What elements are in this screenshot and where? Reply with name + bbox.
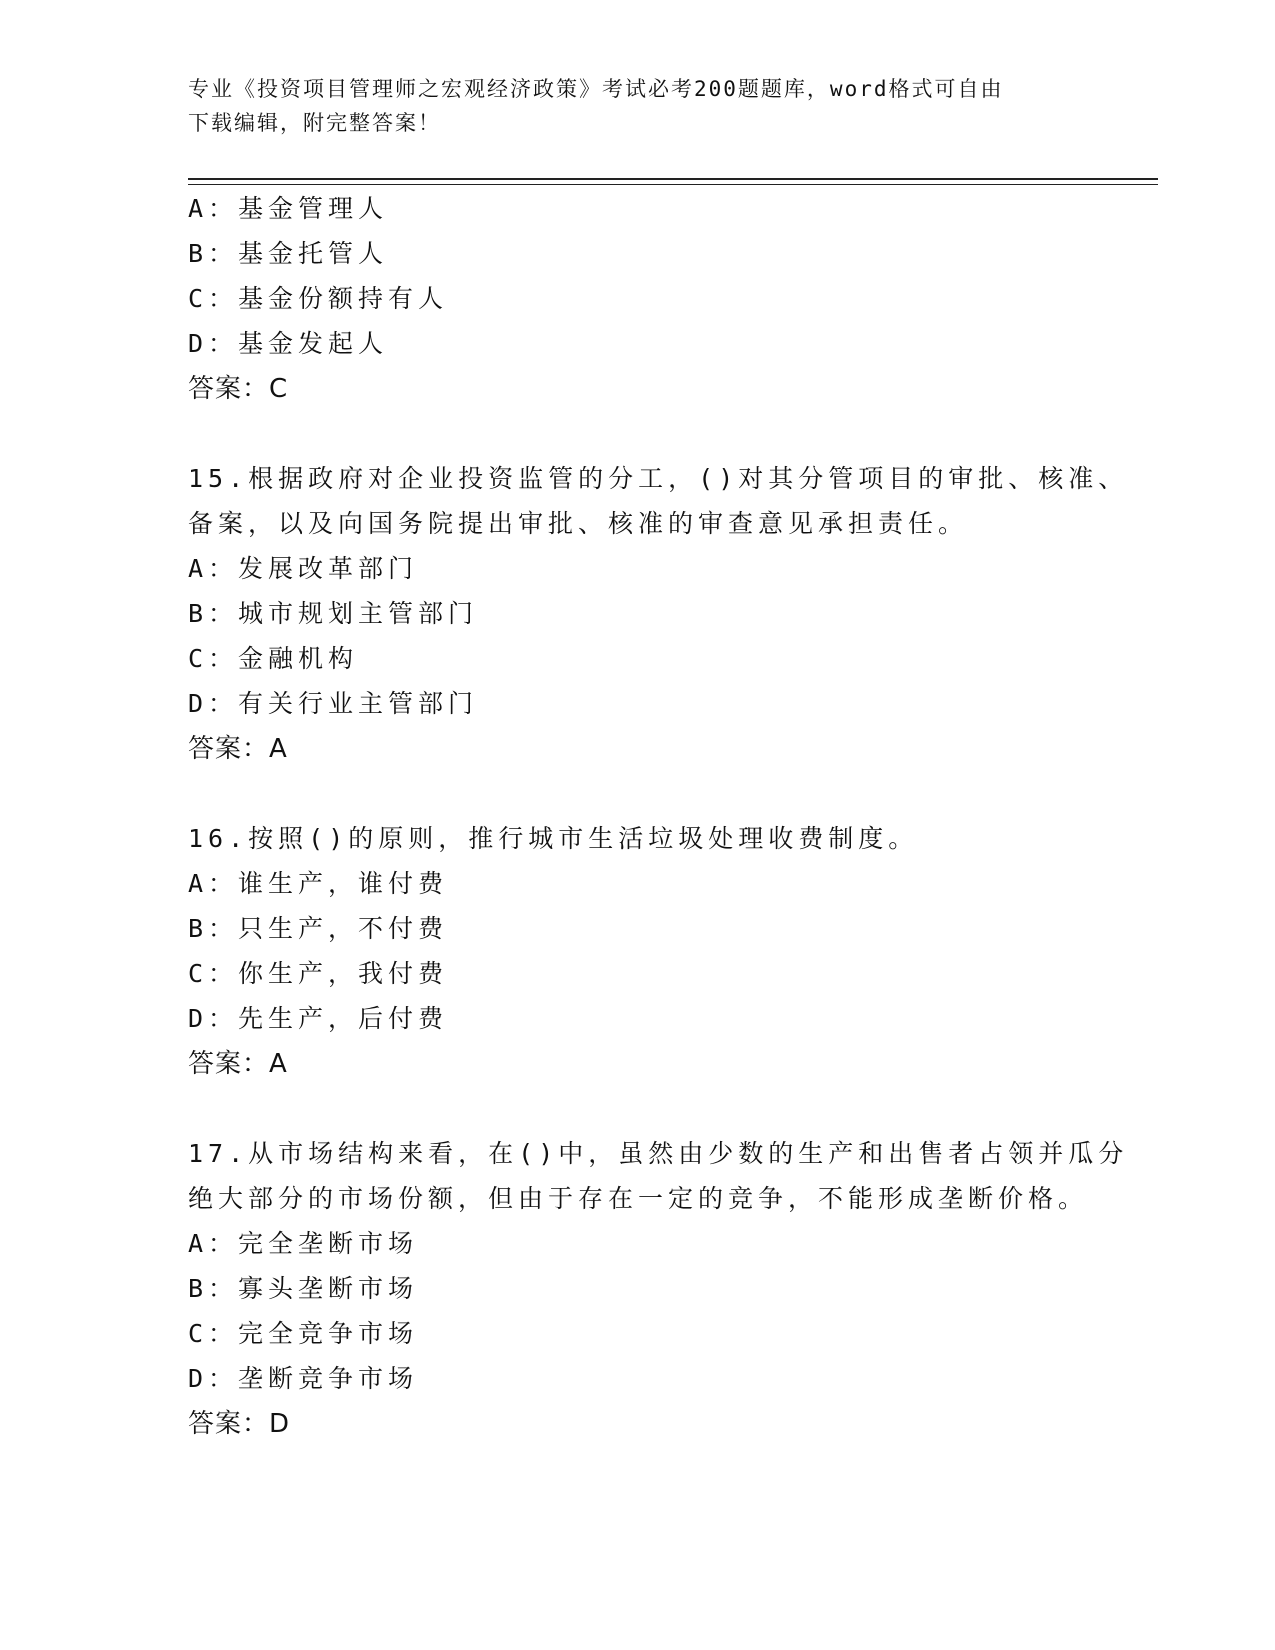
- q14-option-c: C：基金份额持有人: [188, 284, 449, 313]
- q14-option-d: D：基金发起人: [188, 329, 389, 358]
- q16-option-c: C：你生产，我付费: [188, 959, 449, 988]
- q17-option-c: C：完全竞争市场: [188, 1319, 419, 1348]
- q17-option-b: B：寡头垄断市场: [188, 1274, 419, 1303]
- q16-option-a: A：谁生产，谁付费: [188, 869, 449, 898]
- q15-option-b: B：城市规划主管部门: [188, 599, 479, 628]
- q16-option-b: B：只生产，不付费: [188, 914, 449, 943]
- header-line-2: 下载编辑，附完整答案！: [188, 111, 441, 135]
- q17-option-d: D：垄断竞争市场: [188, 1364, 419, 1393]
- q17-stem-line-1: 17.从市场结构来看，在()中，虽然由少数的生产和出售者占领并瓜分: [188, 1139, 1129, 1168]
- q16-option-d: D：先生产，后付费: [188, 1004, 449, 1033]
- header-rule-thick: [188, 178, 1158, 180]
- q15-option-d: D：有关行业主管部门: [188, 689, 479, 718]
- q14-answer: 答案：C: [188, 374, 289, 404]
- q14-option-b: B：基金托管人: [188, 239, 389, 268]
- q14-option-a: A：基金管理人: [188, 194, 389, 223]
- document-header: [188, 72, 1088, 140]
- q17-answer: 答案：D: [188, 1409, 291, 1439]
- q16-answer: 答案：A: [188, 1049, 288, 1079]
- q15-option-c: C：金融机构: [188, 644, 359, 673]
- header-line-1: 专业《投资项目管理师之宏观经济政策》考试必考200题题库，word格式可自由: [188, 77, 1004, 101]
- q15-option-a: A：发展改革部门: [188, 554, 419, 583]
- q16-stem-line-1: 16.按照()的原则，推行城市生活垃圾处理收费制度。: [188, 824, 919, 853]
- header-rule-thin: [188, 184, 1158, 185]
- q15-stem-line-2: 备案，以及向国务院提出审批、核准的审查意见承担责任。: [188, 509, 969, 538]
- q15-stem-line-1: 15.根据政府对企业投资监管的分工，()对其分管项目的审批、核准、: [188, 464, 1129, 493]
- q15-answer: 答案：A: [188, 734, 288, 764]
- q17-stem-line-2: 绝大部分的市场份额，但由于存在一定的竞争，不能形成垄断价格。: [188, 1184, 1089, 1213]
- q17-option-a: A：完全垄断市场: [188, 1229, 419, 1258]
